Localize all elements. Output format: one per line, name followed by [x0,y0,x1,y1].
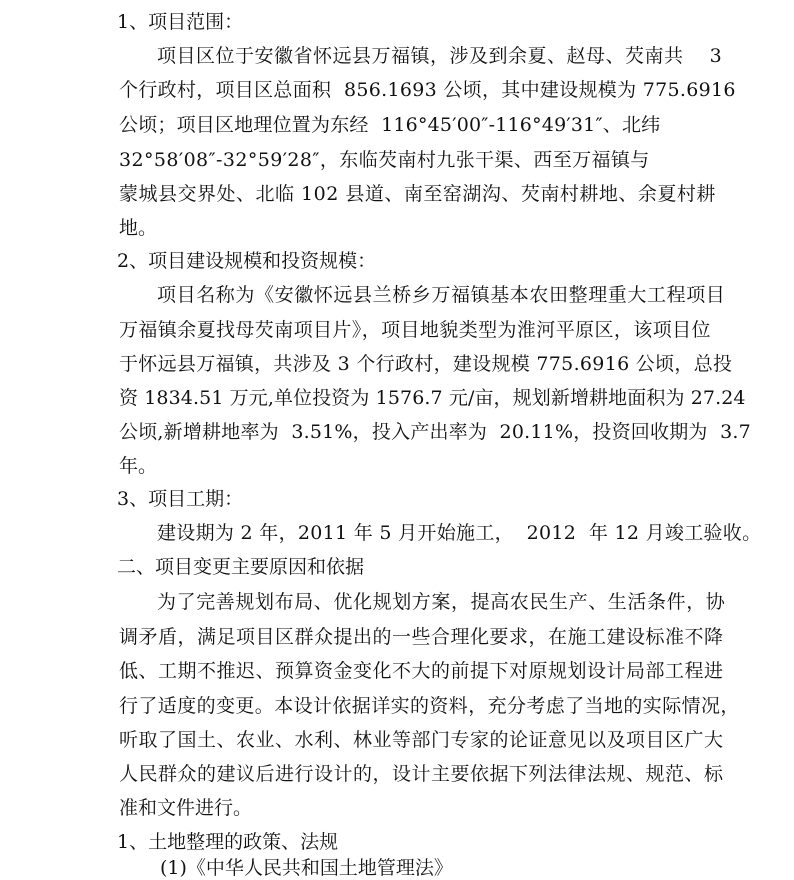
paragraph-line: 公顷；项目区地理位置为东经 116°45′00″-116°49′31″、北纬 [119,114,661,136]
paragraph-line: 低、工期不推迟、预算资金变化不大的前提下对原规划设计局部工程进 [119,660,724,682]
paragraph-line: 行了适度的变更。本设计依据详实的资料，充分考虑了当地的实际情况， [119,695,740,717]
paragraph-line: 公顷,新增耕地率为 3.51%，投入产出率为 20.11%，投资回收期为 3.7 [119,421,751,443]
paragraph-line: 为了完善规划布局、优化规划方案，提高农民生产、生活条件，协 [157,591,726,613]
paragraph-line: 听取了国土、农业、水利、林业等部门专家的论证意见以及项目区广大 [119,729,724,751]
paragraph-line: 蒙城县交界处、北临 102 县道、南至窑湖沟、芡南村耕地、余夏村耕 [119,183,716,205]
section-heading-scale: 2、项目建设规模和投资规模： [117,250,377,272]
paragraph-line: 人民群众的建议后进行设计的，设计主要依据下列法律法规、规范、标 [119,763,724,785]
paragraph-line: 项目区位于安徽省怀远县万福镇，涉及到余夏、赵母、芡南共 3 [157,45,723,67]
section-heading-scope: 1、项目范围： [117,11,244,33]
section-heading-schedule: 3、项目工期： [117,488,244,510]
paragraph-line: 准和文件进行。 [119,797,253,819]
paragraph-line: 资 1834.51 万元,单位投资为 1576.7 元/亩，规划新增耕地面积为 27.24 [119,387,746,409]
paragraph-line: 项目名称为《安徽怀远县兰桥乡万福镇基本农田整理重大工程项目 [157,284,726,306]
part-heading-changes: 二、项目变更主要原因和依据 [117,556,365,578]
paragraph-line: 调矛盾，满足项目区群众提出的一些合理化要求，在施工建设标准不降 [119,626,724,648]
paragraph-line: 个行政村，项目区总面积 856.1693 公顷，其中建设规模为 775.6916 [119,79,736,101]
list-item: (1)《中华人民共和国土地管理法》 [160,857,453,879]
paragraph-line: 年。 [119,455,158,477]
paragraph-line: 万福镇余夏找母芡南项目片》，项目地貌类型为淮河平原区，该项目位 [119,319,711,341]
paragraph-line: 地。 [119,217,158,239]
section-heading-policy: 1、土地整理的政策、法规 [117,831,339,853]
paragraph-line: 于怀远县万福镇，共涉及 3 个行政村，建设规模 775.6916 公顷，总投 [119,353,733,375]
paragraph-line: 32°58′08″-32°59′28″，东临芡南村九张干渠、西至万福镇与 [119,149,650,171]
paragraph-line: 建设期为 2 年，2011 年 5 月开始施工， 2012 年 12 月竣工验收。 [157,522,762,544]
